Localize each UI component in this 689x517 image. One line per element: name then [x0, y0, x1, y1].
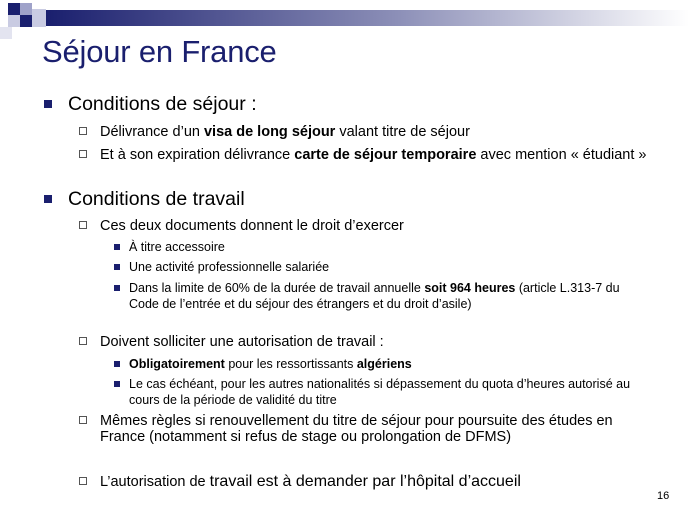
section-heading-sejour: Conditions de séjour :	[68, 93, 257, 116]
sub-list-item: Le cas échéant, pour les autres nationalités si dépassement du quota d’heures autorisé au cours de la période de validité du titre	[129, 376, 639, 408]
hollow-square-bullet-icon	[79, 477, 87, 485]
small-square-bullet-icon	[114, 264, 120, 270]
square-bullet-icon	[44, 195, 52, 203]
page-title: Séjour en France	[42, 34, 277, 69]
hollow-square-bullet-icon	[79, 127, 87, 135]
list-item: Mêmes règles si renouvellement du titre de séjour pour poursuite des études en France (notamment si refus de stage ou prolongation de DFMS)	[100, 413, 660, 445]
small-square-bullet-icon	[114, 244, 120, 250]
small-square-bullet-icon	[114, 381, 120, 387]
hollow-square-bullet-icon	[79, 337, 87, 345]
small-square-bullet-icon	[114, 361, 120, 367]
sub-list-item: Une activité professionnelle salariée	[129, 259, 639, 275]
list-item: L’autorisation de travail est à demander par l’hôpital d’accueil	[100, 474, 660, 490]
section-heading-travail: Conditions de travail	[68, 188, 245, 211]
sub-list-item: À titre accessoire	[129, 239, 639, 255]
list-item: Et à son expiration délivrance carte de séjour temporaire avec mention « étudiant »	[100, 147, 660, 163]
sub-list-item: Dans la limite de 60% de la durée de travail annuelle soit 964 heures (article L.313-7 du Code de l’entrée et du séjour des étrangers et du droit d’asile)	[129, 280, 639, 312]
list-item: Délivrance d’un visa de long séjour valant titre de séjour	[100, 124, 660, 140]
hollow-square-bullet-icon	[79, 150, 87, 158]
list-item: Doivent solliciter une autorisation de travail :	[100, 334, 660, 350]
hollow-square-bullet-icon	[79, 416, 87, 424]
hollow-square-bullet-icon	[79, 221, 87, 229]
sub-list-item: Obligatoirement pour les ressortissants algériens	[129, 356, 639, 372]
page-number: 16	[657, 490, 670, 502]
list-item: Ces deux documents donnent le droit d’exercer	[100, 218, 660, 234]
square-bullet-icon	[44, 100, 52, 108]
small-square-bullet-icon	[114, 285, 120, 291]
